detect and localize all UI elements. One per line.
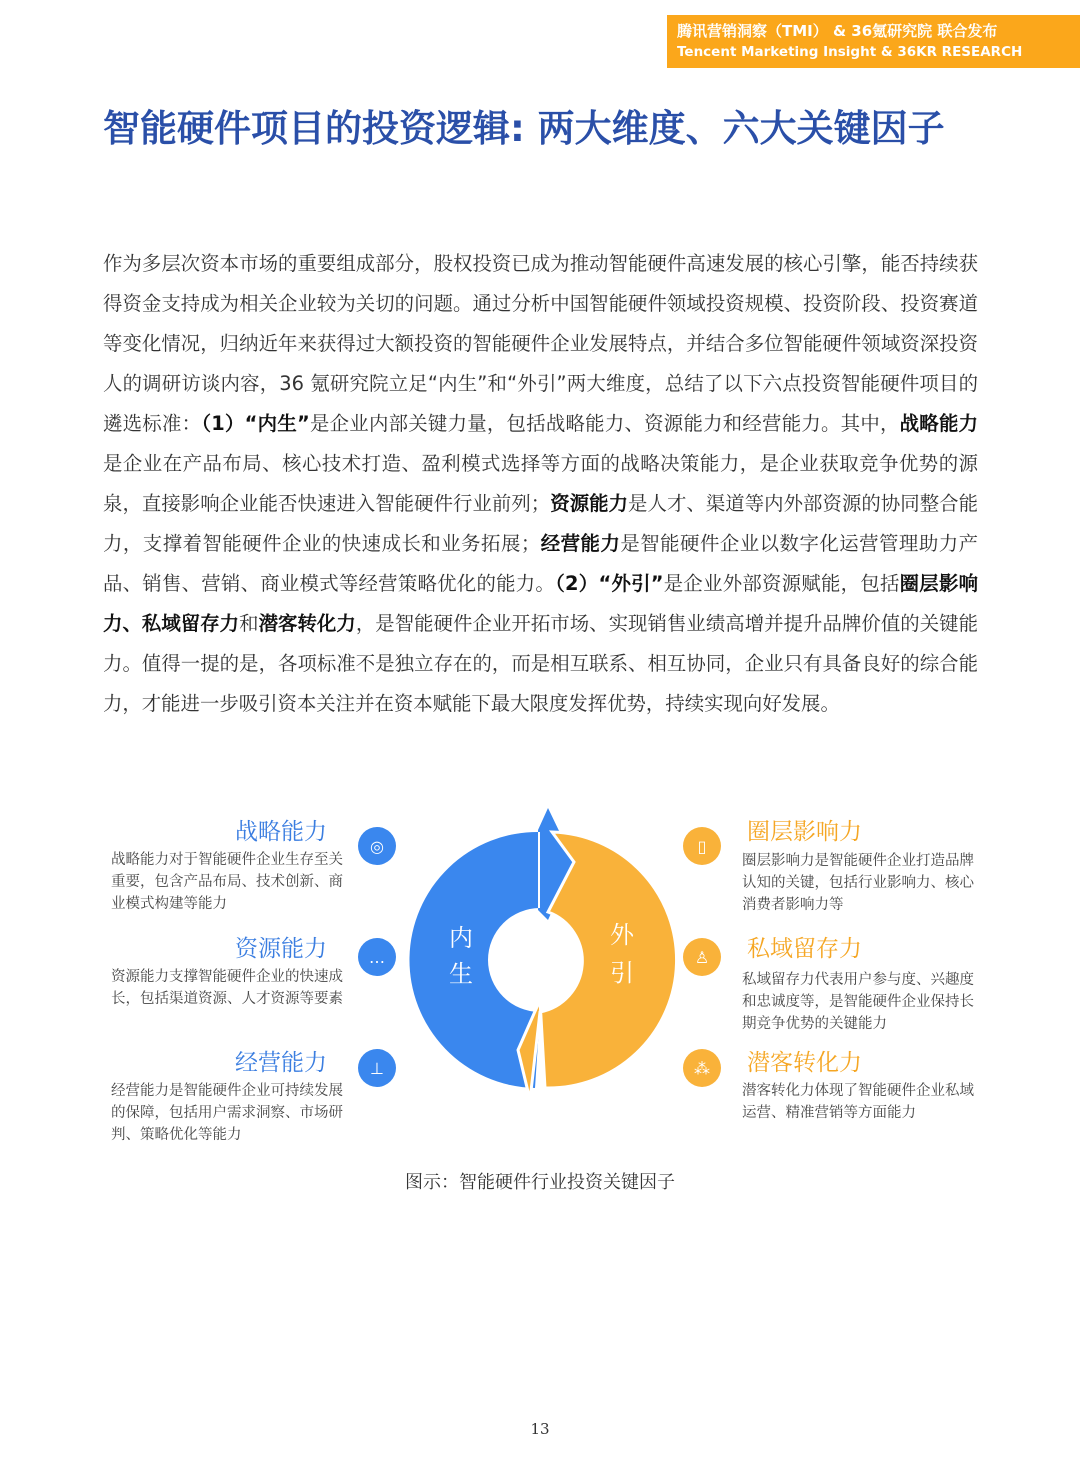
label-neisheng-2: 生 <box>449 960 473 988</box>
bold-segment: 圈层影响力、私域留存力 <box>103 572 979 635</box>
factor-desc-retention: 私域留存力代表用户参与度、兴趣度和忠诚度等，是智能硬件企业保持长期竞争优势的关键能力 <box>742 972 974 1032</box>
factor-desc-influence: 圈层影响力是智能硬件企业打造品牌认知的关键，包括行业影响力、核心消费者影响力等 <box>742 853 974 913</box>
factor-desc-strategy: 战略能力对于智能硬件企业生存至关重要，包含产品布局、技术创新、商业模式构建等能力 <box>111 852 343 912</box>
text-segment: 是人才、渠道等内外部资源的协同整合能力，支撑着智能硬件企业的快速成长和业务拓展； <box>103 492 979 555</box>
target-icon: ◎ <box>358 827 396 865</box>
factor-desc-conversion: 潜客转化力体现了智能硬件企业私域运营、精准营销等方面能力 <box>742 1083 974 1121</box>
label-waiyin-1: 外 <box>610 921 634 949</box>
factor-title-operation: 经营能力 <box>235 1050 327 1076</box>
text-segment: 是企业在产品布局、核心技术打造、盈利模式选择等方面的战略决策能力，是企业获取竞争优势的源泉，直接影响企业能否快速进入智能硬件行业前列； <box>103 452 978 515</box>
text-segment: 和 <box>239 612 259 635</box>
factor-title-conversion: 潜客转化力 <box>747 1050 862 1076</box>
factor-title-influence: 圈层影响力 <box>747 819 862 845</box>
publisher-cn: 腾讯营销洞察（TMI） & 36氪研究院 联合发布 <box>677 22 998 40</box>
factor-title-strategy: 战略能力 <box>235 819 327 845</box>
user-icon: ♙ <box>683 938 721 976</box>
factor-desc-resource: 资源能力支撑智能硬件企业的快速成长，包括渠道资源、人才资源等要素 <box>111 969 343 1007</box>
text-segment: 作为多层次资本市场的重要组成部分，股权投资已成为推动智能硬件高速发展的核心引擎，能否持续获得资金支持成为相关企业较为关切的问题。通过分析中国智能硬件领域投资规模、投资阶段、投资赛道等变化情况，归纳近年来获得过大额投资的智能硬件企业发展特点，并结合多位智能硬件领域资深投资人的调研访谈内容，36 氪研究院立足“内生”和“外引”两大维度，总结了以下六点投资智能硬件项目的遴选标准： <box>103 252 978 435</box>
bold-segment: 资源能力 <box>550 492 629 515</box>
text-segment: 是企业内部关键力量，包括战略能力、资源能力和经营能力。其中， <box>309 412 900 435</box>
chat-icon: … <box>358 938 396 976</box>
factor-title-retention: 私域留存力 <box>747 936 862 962</box>
text-segment: 是企业外部资源赋能，包括 <box>663 572 900 595</box>
label-waiyin-2: 引 <box>610 959 634 987</box>
bold-segment: 潜客转化力 <box>258 612 356 635</box>
text-segment: ，是智能硬件企业开拓市场、实现销售业绩高增并提升品牌价值的关键能力。值得一提的是，各项标准不是独立存在的，而是相互联系、相互协同，企业只有具备良好的综合能力，才能进一步吸引资本关注并在资本赋能下最大限度发挥优势，持续实现向好发展。 <box>103 612 979 715</box>
publisher-en: Tencent Marketing Insight & 36KR RESEARCH <box>677 44 1023 60</box>
factor-title-resource: 资源能力 <box>235 936 327 962</box>
page-title: 智能硬件项目的投资逻辑: 两大维度、六大关键因子 <box>103 107 945 150</box>
label-neisheng-1: 内 <box>449 924 473 952</box>
text-segment: 是智能硬件企业以数字化运营管理助力产品、销售、营销、商业模式等经营策略优化的能力。 <box>103 532 979 595</box>
bold-segment: 战略能力 <box>899 412 979 435</box>
document-icon: ▯ <box>683 827 721 865</box>
factor-desc-operation: 经营能力是智能硬件企业可持续发展的保障，包括用户需求洞察、市场研判、策略优化等能力 <box>111 1083 343 1143</box>
figure-caption: 图示：智能硬件行业投资关键因子 <box>405 1172 675 1193</box>
page-number: 13 <box>530 1420 550 1438</box>
network-icon: ⁂ <box>683 1049 721 1087</box>
bold-segment: 经营能力 <box>540 532 621 555</box>
bold-segment: （2）“外引” <box>555 572 664 595</box>
bold-segment: （1）“内生” <box>201 412 310 435</box>
org-chart-icon: ⊥ <box>358 1049 396 1087</box>
